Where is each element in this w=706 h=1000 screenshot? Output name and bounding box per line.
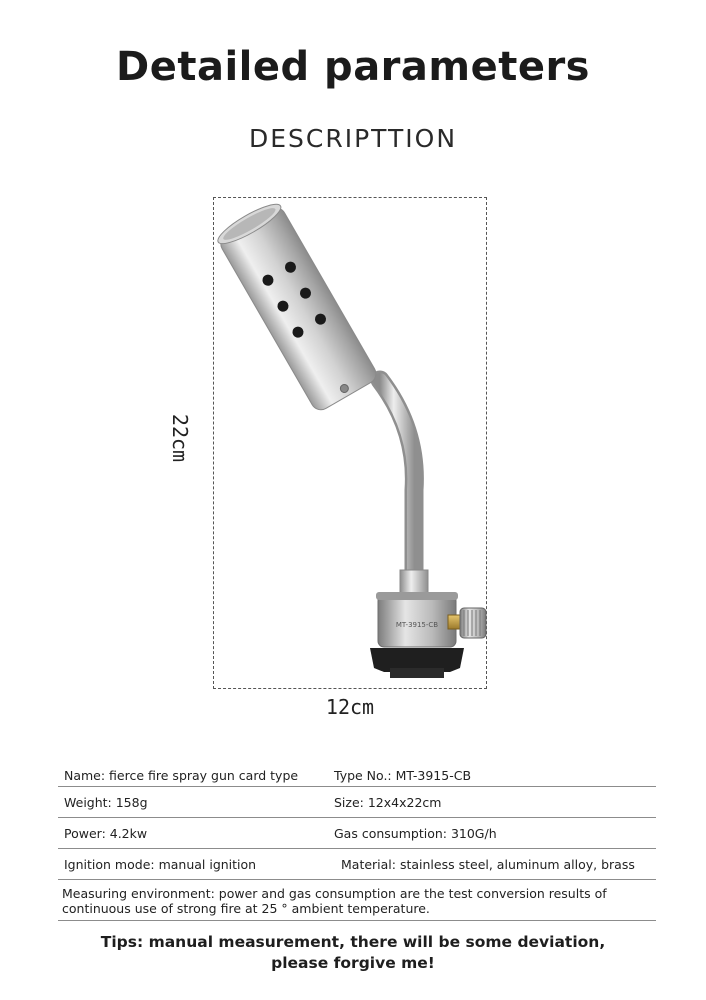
specs-row bbox=[58, 787, 656, 818]
spec-power: Power: 4.2kw bbox=[64, 826, 148, 841]
specs-row bbox=[58, 758, 656, 787]
spec-type-no: Type No.: MT-3915-CB bbox=[334, 768, 472, 783]
tips-note bbox=[0, 932, 706, 974]
specs-row bbox=[58, 849, 656, 880]
spec-size: Size: 12x4x22cm bbox=[334, 795, 442, 810]
tips-line-1: Tips: manual measurement, there will be some deviation, bbox=[100, 933, 606, 951]
spec-environment: Measuring environment: power and gas consumption are the test conversion results of continuous use of strong fire at 25 ° ambient temperature. bbox=[58, 880, 656, 921]
spec-gas: Gas consumption: 310G/h bbox=[334, 826, 497, 841]
spec-name: Name: fierce fire spray gun card type bbox=[64, 768, 299, 783]
width-dimension-label: 12cm bbox=[325, 695, 375, 719]
page-subtitle: DESCRIPTTION bbox=[248, 124, 458, 153]
burner-tube bbox=[214, 198, 380, 413]
spec-ignition: Ignition mode: manual ignition bbox=[64, 857, 257, 872]
valve-engraving: MT-3915-CB bbox=[395, 621, 439, 629]
specs-row bbox=[58, 818, 656, 849]
page-title: Detailed parameters bbox=[116, 44, 590, 90]
height-dimension-label: 22cm bbox=[168, 413, 192, 463]
tips-line-2: please forgive me! bbox=[271, 954, 435, 972]
torch-product-image bbox=[200, 190, 500, 690]
specs-table bbox=[58, 758, 656, 921]
spec-material: Material: stainless steel, aluminum alloy, brass bbox=[341, 857, 635, 872]
spec-weight: Weight: 158g bbox=[64, 795, 148, 810]
